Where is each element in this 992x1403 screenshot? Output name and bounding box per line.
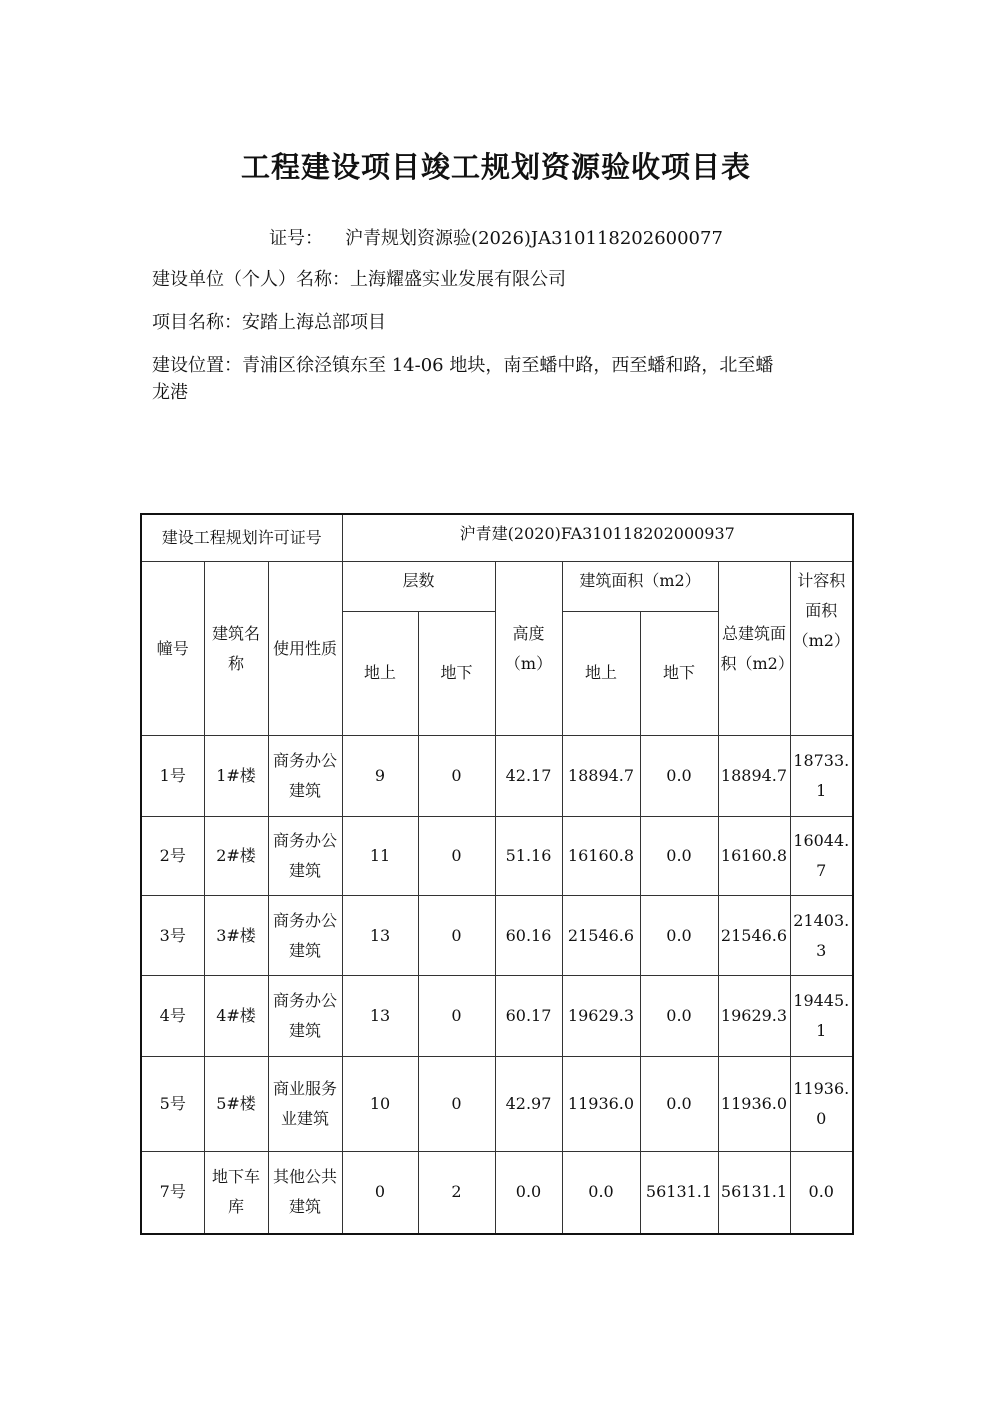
cell-area-above: 18894.7 xyxy=(562,736,640,817)
builder-name: 建设单位（个人）名称：上海耀盛实业发展有限公司 xyxy=(152,269,566,290)
cell-area-above: 19629.3 xyxy=(562,976,640,1057)
cell-name: 3#楼 xyxy=(204,896,268,976)
cell-total: 18894.7 xyxy=(718,736,790,817)
cell-no: 2号 xyxy=(141,816,204,896)
cell-no: 5号 xyxy=(141,1056,204,1151)
cell-floors-below: 2 xyxy=(418,1151,495,1234)
cell-height: 0.0 xyxy=(495,1151,562,1234)
table-row xyxy=(141,1056,853,1151)
cell-floors-above: 11 xyxy=(342,816,418,896)
cell-usage: 商务办公建筑 xyxy=(268,896,342,976)
cell-far: 21403.3 xyxy=(790,896,853,976)
header-floors-above: 地上 xyxy=(342,611,418,736)
cell-far: 19445.1 xyxy=(790,976,853,1057)
permit-row xyxy=(141,514,853,562)
cell-name: 地下车库 xyxy=(204,1151,268,1234)
document-title: 工程建设项目竣工规划资源验收项目表 xyxy=(240,150,751,184)
header-floors: 层数 xyxy=(342,562,495,611)
cell-far: 18733.1 xyxy=(790,736,853,817)
cell-floors-above: 13 xyxy=(342,976,418,1057)
header-row-1 xyxy=(141,562,853,611)
cell-floors-above: 9 xyxy=(342,736,418,817)
acceptance-table xyxy=(140,513,854,1235)
table-row xyxy=(141,736,853,817)
project-name: 项目名称：安踏上海总部项目 xyxy=(152,312,386,333)
cell-no: 3号 xyxy=(141,896,204,976)
cell-no: 7号 xyxy=(141,1151,204,1234)
cell-total: 11936.0 xyxy=(718,1056,790,1151)
cell-no: 4号 xyxy=(141,976,204,1057)
cell-area-below: 56131.1 xyxy=(640,1151,718,1234)
cell-far: 0.0 xyxy=(790,1151,853,1234)
cell-area-below: 0.0 xyxy=(640,816,718,896)
table-row xyxy=(141,816,853,896)
cell-height: 51.16 xyxy=(495,816,562,896)
cell-usage: 其他公共建筑 xyxy=(268,1151,342,1234)
header-area: 建筑面积（m2） xyxy=(562,562,718,611)
cell-usage: 商务办公建筑 xyxy=(268,736,342,817)
table-row xyxy=(141,1151,853,1234)
location-line-1: 建设位置：青浦区徐泾镇东至 14-06 地块，南至蟠中路，西至蟠和路，北至蟠 xyxy=(152,355,774,376)
certificate-label: 证号： xyxy=(269,228,324,249)
header-usage: 使用性质 xyxy=(268,562,342,736)
cell-height: 42.17 xyxy=(495,736,562,817)
cell-usage: 商务办公建筑 xyxy=(268,976,342,1057)
cell-height: 42.97 xyxy=(495,1056,562,1151)
cell-name: 5#楼 xyxy=(204,1056,268,1151)
cell-total: 19629.3 xyxy=(718,976,790,1057)
cell-name: 4#楼 xyxy=(204,976,268,1057)
cell-floors-below: 0 xyxy=(418,976,495,1057)
cell-total: 21546.6 xyxy=(718,896,790,976)
table-row xyxy=(141,976,853,1057)
header-height: 高度（m） xyxy=(495,562,562,736)
cell-far: 16044.7 xyxy=(790,816,853,896)
cell-floors-below: 0 xyxy=(418,816,495,896)
header-floors-below: 地下 xyxy=(418,611,495,736)
cell-usage: 商业服务业建筑 xyxy=(268,1056,342,1151)
cell-total: 56131.1 xyxy=(718,1151,790,1234)
header-area-below: 地下 xyxy=(640,611,718,736)
cell-floors-above: 13 xyxy=(342,896,418,976)
cell-height: 60.17 xyxy=(495,976,562,1057)
cell-area-above: 21546.6 xyxy=(562,896,640,976)
cell-floors-below: 0 xyxy=(418,896,495,976)
construction-location xyxy=(152,352,842,406)
cell-floors-below: 0 xyxy=(418,1056,495,1151)
cell-far: 11936.0 xyxy=(790,1056,853,1151)
cell-no: 1号 xyxy=(141,736,204,817)
cell-name: 2#楼 xyxy=(204,816,268,896)
location-line-2: 龙港 xyxy=(152,382,188,403)
cell-area-below: 0.0 xyxy=(640,976,718,1057)
header-far-area: 计容积面积（m2） xyxy=(790,562,853,736)
cell-name: 1#楼 xyxy=(204,736,268,817)
permit-label: 建设工程规划许可证号 xyxy=(141,514,342,562)
certificate-number xyxy=(0,224,992,250)
header-area-above: 地上 xyxy=(562,611,640,736)
certificate-value: 沪青规划资源验(2026)JA310118202600077 xyxy=(345,228,723,249)
cell-floors-above: 10 xyxy=(342,1056,418,1151)
header-building-no: 幢号 xyxy=(141,562,204,736)
cell-usage: 商务办公建筑 xyxy=(268,816,342,896)
cell-area-above: 16160.8 xyxy=(562,816,640,896)
cell-floors-below: 0 xyxy=(418,736,495,817)
cell-floors-above: 0 xyxy=(342,1151,418,1234)
header-building-name: 建筑名称 xyxy=(204,562,268,736)
cell-total: 16160.8 xyxy=(718,816,790,896)
cell-area-below: 0.0 xyxy=(640,1056,718,1151)
cell-area-below: 0.0 xyxy=(640,736,718,817)
cell-area-above: 11936.0 xyxy=(562,1056,640,1151)
cell-area-above: 0.0 xyxy=(562,1151,640,1234)
header-total-area: 总建筑面积（m2） xyxy=(718,562,790,736)
permit-value: 沪青建(2020)FA310118202000937 xyxy=(342,514,853,562)
cell-area-below: 0.0 xyxy=(640,896,718,976)
cell-height: 60.16 xyxy=(495,896,562,976)
table-row xyxy=(141,896,853,976)
